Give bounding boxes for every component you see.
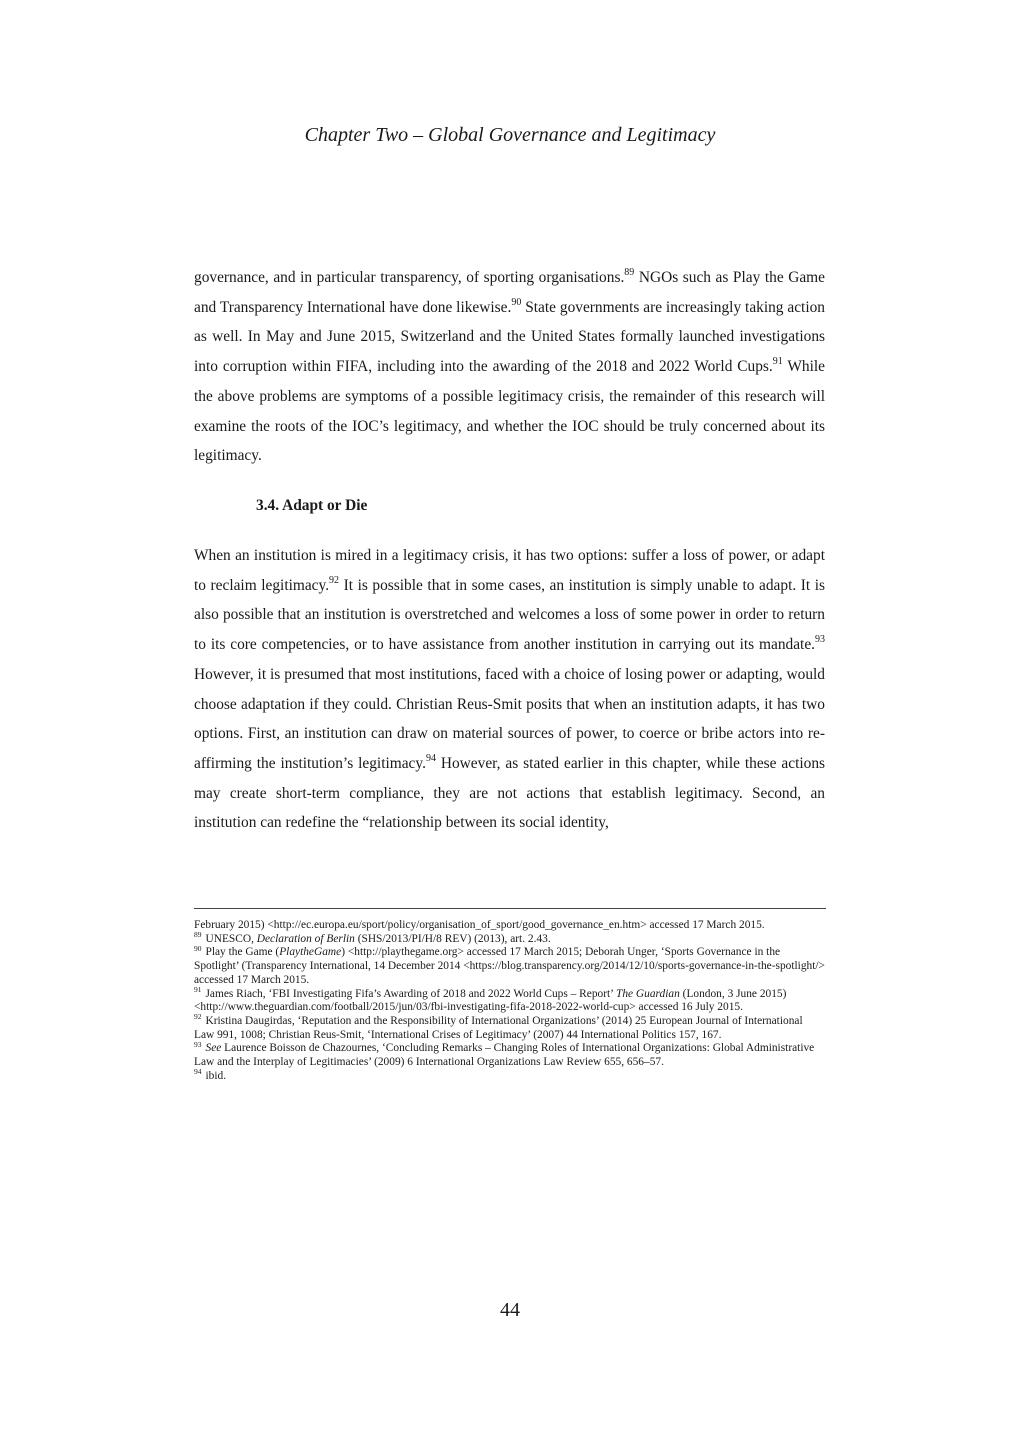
footnote-ref-94[interactable]: 94 — [425, 752, 436, 764]
footnote-number: 94 — [194, 1066, 202, 1076]
page-number: 44 — [500, 1299, 520, 1321]
footnote-italic: PlaytheGame — [279, 946, 342, 959]
paragraph-text: governance, and in particular transparency, of sporting organisations. — [194, 269, 625, 286]
footnote-text: (London, 3 June 2015) <http://www.theguardian.com/football/2015/jun/03/fbi-investigating-fifa-2018-2022-world-cup> accessed 16 July 2015. — [194, 987, 787, 1014]
footnote-number: 93 — [194, 1039, 202, 1049]
footnotes — [194, 919, 825, 1083]
footnote-number: 92 — [194, 1012, 202, 1022]
body-paragraph-1 — [194, 263, 825, 471]
footnote-italic: Declaration of Berlin — [256, 932, 355, 945]
paragraph-text: When an institution is mired in a legitimacy crisis, it has two options: suffer a loss of power, or adapt to reclaim legitimacy. — [194, 547, 825, 594]
footnote-text: Kristina Daugirdas, ‘Reputation and the Responsibility of International Organizations’ (2014) 25 European Journal of International Law 991, 1008; Christian Reus-Smit, ‘International Crises of Legitimacy’ (2007) 44 International Politics 157, 167. — [194, 1014, 803, 1041]
footnote-ref-89[interactable]: 89 — [624, 266, 635, 278]
footnote-text: UNESCO, — [205, 932, 257, 945]
footnote-93 — [194, 1039, 825, 1069]
footnote-continuation: February 2015) <http://ec.europa.eu/sport/policy/organisation_of_sport/good_governance_en.htm> accessed 17 March 2015. — [194, 919, 765, 931]
paragraph-text: It is possible that in some cases, an institution is simply unable to adapt. It is also possible that an institution is overstretched and welcomes a loss of some power in order to return to its core competencies, or to have assistance from another institution in carrying out its mandate. — [194, 576, 825, 654]
footnote-text: ibid. — [205, 1069, 227, 1082]
footnote-94 — [194, 1066, 825, 1084]
footnote-number: 90 — [194, 943, 202, 953]
footnote-italic: See — [205, 1042, 222, 1055]
footnote-92 — [194, 1012, 825, 1042]
footnote-text: (SHS/2013/PI/H/8 REV) (2013), art. 2.43. — [354, 932, 551, 945]
footnote-ref-91[interactable]: 91 — [772, 355, 783, 367]
paragraph-text: State governments are increasingly taking action as well. In May and June 2015, Switzerland and the United States formally launched investigations into corruption within FIFA, including into the awarding of the 2018 and 2022 World Cups. — [194, 298, 825, 376]
paragraph-text: NGOs such as Play the Game and Transparency International have done likewise. — [194, 269, 825, 316]
footnote-ref-90[interactable]: 90 — [511, 296, 522, 308]
footnote-91 — [194, 984, 825, 1015]
paragraph-text: However, as stated earlier in this chapter, while these actions may create short-term compliance, they are not actions that establish legitimacy. Second, an institution can redefine the “relationship between its social identity, — [194, 754, 826, 832]
body-paragraph-2 — [194, 541, 825, 838]
footnote-text: Laurence Boisson de Chazournes, ‘Concluding Remarks – Changing Roles of International Organizations: Global Administrative Law and the Interplay of Legitimacies’ (2009) 6 International Organizations Law Review 655, 656–57. — [194, 1042, 815, 1069]
footnote-italic: The Guardian — [615, 987, 680, 1000]
section-heading: 3.4. Adapt or Die — [256, 497, 368, 514]
footnote-text: ) <http://playthegame.org> accessed 17 March 2015; Deborah Unger, ‘Sports Governance in the Spotlight’ (Transparency International, 14 December 2014 <https://blog.transparency.org/2014/12/10/sports-governance-in-the-spotlight/> accessed 17 March 2015. — [194, 946, 825, 986]
footnote-text: Play the Game ( — [205, 946, 280, 959]
footnote-text: James Riach, ‘FBI Investigating Fifa’s Awarding of 2018 and 2022 World Cups – Report’ — [205, 987, 616, 1000]
footnote-89 — [194, 929, 825, 947]
footnote-number: 89 — [194, 929, 202, 939]
paragraph-text: However, it is presumed that most institutions, faced with a choice of losing power or adapting, would choose adaptation if they could. Christian Reus-Smit posits that when an institution adapts, it has two options. First, an institution can draw on material sources of power, to coerce or bribe actors into re-affirming the institution’s legitimacy. — [194, 665, 825, 772]
footnote-ref-93[interactable]: 93 — [815, 633, 825, 645]
footnote-ref-92[interactable]: 92 — [329, 574, 340, 586]
paragraph-text: While the above problems are symptoms of a possible legitimacy crisis, the remainder of this research will examine the roots of the IOC’s legitimacy, and whether the IOC should be truly concerned about its legitimacy. — [194, 358, 825, 465]
footnote-separator — [194, 908, 826, 909]
footnote-number: 91 — [194, 984, 202, 994]
running-header: Chapter Two – Global Governance and Legitimacy — [304, 124, 716, 146]
footnote-90 — [194, 943, 825, 987]
